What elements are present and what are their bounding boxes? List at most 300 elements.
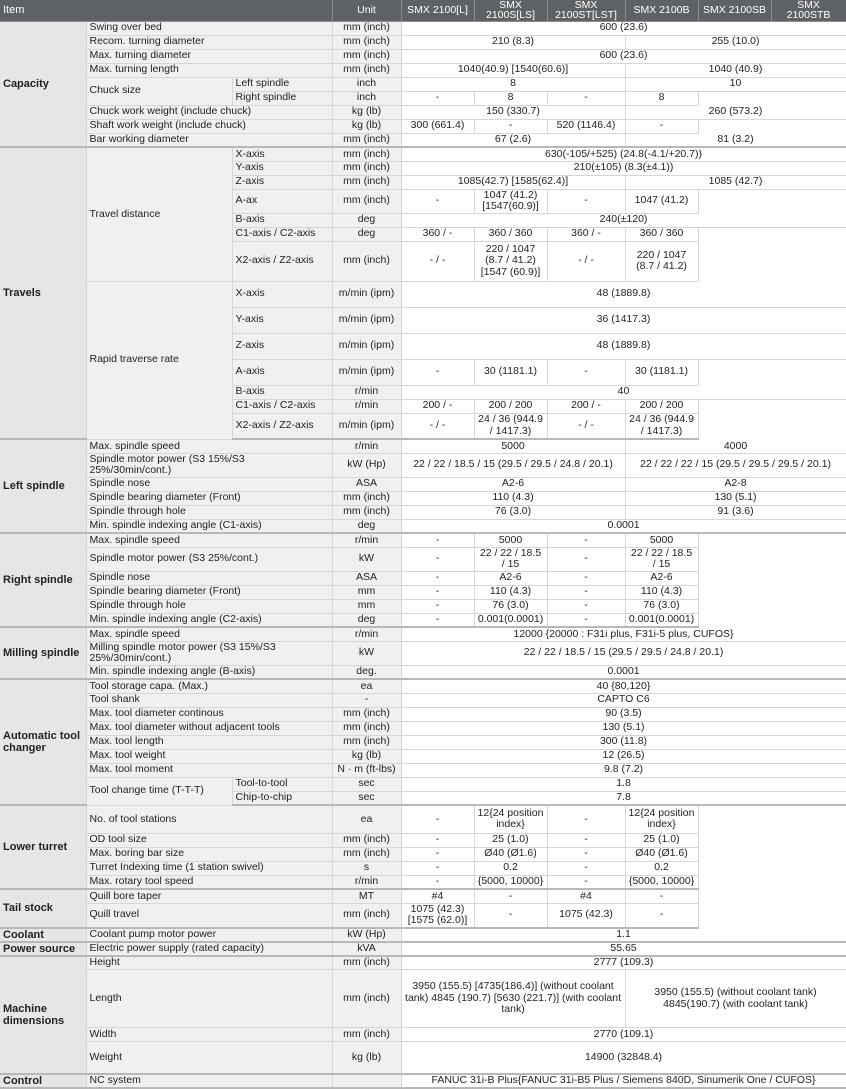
value-cell: 600 (23.6) (401, 49, 846, 63)
sub-item-label: Y-axis (232, 307, 332, 333)
value-cell: 210(±105) (8.3(±4.1)) (401, 161, 846, 175)
value-cell: 8 (474, 91, 547, 105)
unit-cell: r/min (332, 875, 401, 889)
item-label: Quill travel (86, 903, 332, 928)
unit-cell: inch (332, 77, 401, 91)
value-cell: 25 (1.0) (474, 833, 547, 847)
unit-cell: - (332, 693, 401, 707)
value-cell: - (401, 359, 474, 385)
item-label: Quill bore taper (86, 889, 332, 903)
unit-cell: kVA (332, 942, 401, 956)
value-cell: 12000 {20000 : F31i plus, F31i-5 plus, CUFOS} (401, 627, 846, 641)
value-cell: 0.001(0.0001) (625, 613, 698, 627)
unit-cell: mm (inch) (332, 505, 401, 519)
table-row (0, 105, 846, 119)
value-cell: 600 (23.6) (401, 21, 846, 35)
item-label: Max. tool diameter continous (86, 707, 332, 721)
item-label: Min. spindle indexing angle (C2-axis) (86, 613, 332, 627)
value-cell: 24 / 36 (944.9 / 1417.3) (474, 413, 547, 439)
value-cell: - (474, 903, 547, 928)
value-cell: 240(±120) (401, 213, 846, 227)
header-item: Item (0, 0, 332, 21)
item-label: Spindle bearing diameter (Front) (86, 491, 332, 505)
sub-item-label: B-axis (232, 385, 332, 399)
value-cell: 8 (625, 91, 698, 105)
unit-cell: r/min (332, 627, 401, 641)
unit-cell: r/min (332, 439, 401, 453)
value-cell: 130 (5.1) (401, 721, 846, 735)
table-row (0, 547, 846, 571)
table-row (0, 1042, 846, 1074)
value-cell: - (547, 805, 625, 833)
unit-cell: mm (inch) (332, 49, 401, 63)
table-row (0, 679, 846, 693)
table-row (0, 49, 846, 63)
value-cell: 3950 (155.5) [4735(186.4)] (without coolant tank) 4845 (190.7) [5630 (221.7)] (with coolant tank) (401, 970, 625, 1028)
item-label: Max. spindle speed (86, 533, 332, 547)
value-cell: 40 {80,120} (401, 679, 846, 693)
unit-cell: N · m (ft-lbs) (332, 763, 401, 777)
item-label: Travel distance (86, 147, 232, 281)
item-label: Milling spindle motor power (S3 15%/S3 25%/30min/cont.) (86, 641, 332, 665)
value-cell: 14900 (32848.4) (401, 1042, 846, 1074)
value-cell: 0.2 (625, 861, 698, 875)
header-model: SMX 2100STB (771, 0, 846, 21)
item-label: Electric power supply (rated capacity) (86, 942, 332, 956)
unit-cell: mm (332, 599, 401, 613)
unit-cell: mm (inch) (332, 161, 401, 175)
value-cell: 220 / 1047 (8.7 / 41.2) [1547 (60.9)] (474, 241, 547, 281)
value-cell: - (547, 847, 625, 861)
table-row (0, 119, 846, 133)
value-cell: 55.65 (401, 942, 846, 956)
item-label: Length (86, 970, 332, 1028)
category-label: Milling spindle (0, 627, 86, 679)
value-cell: - (547, 599, 625, 613)
table-row (0, 861, 846, 875)
value-cell: - / - (401, 241, 474, 281)
unit-cell: mm (inch) (332, 903, 401, 928)
unit-cell: kW (Hp) (332, 453, 401, 477)
unit-cell: mm (inch) (332, 491, 401, 505)
item-label: Weight (86, 1042, 332, 1074)
unit-cell: deg (332, 227, 401, 241)
sub-item-label: X-axis (232, 147, 332, 161)
value-cell: 150 (330.7) (401, 105, 625, 119)
unit-cell: m/min (ipm) (332, 333, 401, 359)
table-row (0, 627, 846, 641)
unit-cell: mm (inch) (332, 956, 401, 970)
value-cell: 210 (8.3) (401, 35, 625, 49)
value-cell: 4000 (625, 439, 846, 453)
item-label: Max. turning length (86, 63, 332, 77)
sub-item-label: Right spindle (232, 91, 332, 105)
unit-cell: mm (inch) (332, 35, 401, 49)
value-cell: 76 (3.0) (625, 599, 698, 613)
header-unit: Unit (332, 0, 401, 21)
value-cell: 360 / 360 (625, 227, 698, 241)
table-row (0, 942, 846, 956)
value-cell: 200 / - (401, 399, 474, 413)
unit-cell: mm (inch) (332, 147, 401, 161)
value-cell: 12{24 position index} (474, 805, 547, 833)
item-label: Max. tool weight (86, 749, 332, 763)
unit-cell: deg. (332, 665, 401, 679)
unit-cell: mm (inch) (332, 847, 401, 861)
category-label: Automatic tool changer (0, 679, 86, 805)
table-row (0, 928, 846, 942)
table-row (0, 533, 846, 547)
value-cell: A2-6 (625, 571, 698, 585)
unit-cell: MT (332, 889, 401, 903)
value-cell: 255 (10.0) (625, 35, 846, 49)
value-cell: Ø40 (Ø1.6) (625, 847, 698, 861)
unit-cell: m/min (ipm) (332, 413, 401, 439)
value-cell: {5000, 10000} (625, 875, 698, 889)
sub-item-label: B-axis (232, 213, 332, 227)
value-cell: - (547, 833, 625, 847)
table-row (0, 749, 846, 763)
value-cell: 110 (4.3) (474, 585, 547, 599)
table-row (0, 1028, 846, 1042)
table-row (0, 847, 846, 861)
value-cell: - (401, 189, 474, 213)
value-cell: 130 (5.1) (625, 491, 846, 505)
item-label: Rapid traverse rate (86, 281, 232, 439)
value-cell: 360 / 360 (474, 227, 547, 241)
sub-item-label: A-axis (232, 359, 332, 385)
value-cell: - / - (547, 413, 625, 439)
sub-item-label: C1-axis / C2-axis (232, 227, 332, 241)
unit-cell: kW (332, 547, 401, 571)
value-cell: 220 / 1047 (8.7 / 41.2) (625, 241, 698, 281)
table-row (0, 641, 846, 665)
unit-cell: kg (lb) (332, 119, 401, 133)
table-row (0, 693, 846, 707)
unit-cell (332, 1074, 401, 1088)
value-cell: - (401, 861, 474, 875)
value-cell: - (474, 119, 547, 133)
value-cell: 91 (3.6) (625, 505, 846, 519)
unit-cell: mm (inch) (332, 63, 401, 77)
value-cell: 9.8 (7.2) (401, 763, 846, 777)
unit-cell: mm (inch) (332, 133, 401, 147)
unit-cell: mm (inch) (332, 735, 401, 749)
unit-cell: mm (inch) (332, 21, 401, 35)
sub-item-label: Chip-to-chip (232, 791, 332, 805)
unit-cell: ea (332, 679, 401, 693)
value-cell: 81 (3.2) (625, 133, 846, 147)
item-label: Tool change time (T-T-T) (86, 777, 232, 805)
value-cell: 22 / 22 / 18.5 / 15 (29.5 / 29.5 / 24.8 / 20.1) (401, 641, 846, 665)
item-label: Max. spindle speed (86, 627, 332, 641)
value-cell: - (401, 875, 474, 889)
unit-cell: deg (332, 613, 401, 627)
table-row (0, 805, 846, 833)
unit-cell: mm (inch) (332, 189, 401, 213)
sub-item-label: Tool-to-tool (232, 777, 332, 791)
value-cell: - / - (547, 241, 625, 281)
item-label: Max. boring bar size (86, 847, 332, 861)
value-cell: 48 (1889.8) (401, 333, 846, 359)
value-cell: 260 (573.2) (625, 105, 846, 119)
value-cell: 40 (401, 385, 846, 399)
unit-cell: ASA (332, 477, 401, 491)
unit-cell: r/min (332, 385, 401, 399)
unit-cell: kW (332, 641, 401, 665)
item-label: Spindle through hole (86, 505, 332, 519)
unit-cell: mm (inch) (332, 241, 401, 281)
table-row (0, 777, 846, 791)
value-cell: - (547, 875, 625, 889)
value-cell: 22 / 22 / 18.5 / 15 (29.5 / 29.5 / 24.8 / 20.1) (401, 453, 625, 477)
item-label: Spindle motor power (S3 25%/cont.) (86, 547, 332, 571)
value-cell: - (401, 613, 474, 627)
unit-cell: deg (332, 213, 401, 227)
item-label: Spindle nose (86, 571, 332, 585)
value-cell: 0.0001 (401, 665, 846, 679)
table-row (0, 889, 846, 903)
item-label: Tool shank (86, 693, 332, 707)
value-cell: 200 / - (547, 399, 625, 413)
table-row (0, 147, 846, 161)
table-row (0, 453, 846, 477)
value-cell: - (625, 889, 698, 903)
value-cell: 1.1 (401, 928, 846, 942)
sub-item-label: X2-axis / Z2-axis (232, 413, 332, 439)
category-label: Machine dimensions (0, 956, 86, 1074)
sub-item-label: C1-axis / C2-axis (232, 399, 332, 413)
table-row (0, 21, 846, 35)
value-cell: - (547, 585, 625, 599)
value-cell: 300 (661.4) (401, 119, 474, 133)
value-cell: 2770 (109.1) (401, 1028, 846, 1042)
category-label: Lower turret (0, 805, 86, 889)
item-label: Spindle nose (86, 477, 332, 491)
category-label: Tail stock (0, 889, 86, 928)
value-cell: 22 / 22 / 18.5 / 15 (625, 547, 698, 571)
value-cell: - (547, 571, 625, 585)
unit-cell: kW (Hp) (332, 928, 401, 942)
value-cell: 76 (3.0) (401, 505, 625, 519)
value-cell: - (401, 847, 474, 861)
item-label: Min. spindle indexing angle (C1-axis) (86, 519, 332, 533)
unit-cell: ea (332, 805, 401, 833)
value-cell: 300 (11.8) (401, 735, 846, 749)
unit-cell: mm (inch) (332, 175, 401, 189)
value-cell: 67 (2.6) (401, 133, 625, 147)
value-cell: - (547, 359, 625, 385)
sub-item-label: Z-axis (232, 333, 332, 359)
table-row (0, 707, 846, 721)
table-row (0, 665, 846, 679)
unit-cell: ASA (332, 571, 401, 585)
unit-cell: mm (inch) (332, 721, 401, 735)
category-label: Coolant (0, 928, 86, 942)
value-cell: 520 (1146.4) (547, 119, 625, 133)
header-model: SMX 2100B (625, 0, 698, 21)
unit-cell: m/min (ipm) (332, 281, 401, 307)
header-row (0, 0, 846, 21)
table-row (0, 439, 846, 453)
value-cell: - (401, 805, 474, 833)
category-label: Capacity (0, 21, 86, 147)
value-cell: #4 (547, 889, 625, 903)
table-row (0, 35, 846, 49)
value-cell: A2-6 (474, 571, 547, 585)
unit-cell: r/min (332, 533, 401, 547)
value-cell: 110 (4.3) (625, 585, 698, 599)
value-cell: 5000 (401, 439, 625, 453)
item-label: Tool storage capa. (Max.) (86, 679, 332, 693)
item-label: Shaft work weight (include chuck) (86, 119, 332, 133)
value-cell: 1075 (42.3) [1575 (62.0)] (401, 903, 474, 928)
unit-cell: m/min (ipm) (332, 307, 401, 333)
value-cell: {5000, 10000} (474, 875, 547, 889)
table-row (0, 477, 846, 491)
header-model: SMX 2100[L] (401, 0, 474, 21)
sub-item-label: Z-axis (232, 175, 332, 189)
item-label: Chuck work weight (include chuck) (86, 105, 332, 119)
table-row (0, 903, 846, 928)
header-model: SMX 2100S[LS] (474, 0, 547, 21)
header-model: SMX 2100ST[LST] (547, 0, 625, 21)
table-row (0, 1074, 846, 1088)
value-cell: - (547, 547, 625, 571)
value-cell: 7.8 (401, 791, 846, 805)
unit-cell: inch (332, 91, 401, 105)
value-cell: A2-6 (401, 477, 625, 491)
table-row (0, 833, 846, 847)
value-cell: - (401, 833, 474, 847)
item-label: Max. spindle speed (86, 439, 332, 453)
unit-cell: kg (lb) (332, 1042, 401, 1074)
item-label: Recom. turning diameter (86, 35, 332, 49)
value-cell: 1085(42.7) [1585(62.4)] (401, 175, 625, 189)
item-label: Height (86, 956, 332, 970)
value-cell: 25 (1.0) (625, 833, 698, 847)
table-row (0, 763, 846, 777)
value-cell: 200 / 200 (625, 399, 698, 413)
item-label: Max. tool moment (86, 763, 332, 777)
value-cell: 12 (26.5) (401, 749, 846, 763)
table-row (0, 571, 846, 585)
value-cell: - (547, 861, 625, 875)
value-cell: 1.8 (401, 777, 846, 791)
header-model: SMX 2100SB (698, 0, 771, 21)
value-cell: 1085 (42.7) (625, 175, 846, 189)
unit-cell: s (332, 861, 401, 875)
unit-cell: kg (lb) (332, 749, 401, 763)
table-row (0, 491, 846, 505)
value-cell: - (401, 533, 474, 547)
value-cell: 30 (1181.1) (625, 359, 698, 385)
value-cell: 22 / 22 / 18.5 / 15 (474, 547, 547, 571)
category-label: Left spindle (0, 439, 86, 533)
value-cell: - (401, 585, 474, 599)
item-label: NC system (86, 1074, 332, 1088)
value-cell: - (401, 547, 474, 571)
value-cell: 630(-105/+525) (24.8(-4.1/+20.7)) (401, 147, 846, 161)
table-row (0, 599, 846, 613)
category-label: Power source (0, 942, 86, 956)
value-cell: #4 (401, 889, 474, 903)
value-cell: 0.2 (474, 861, 547, 875)
item-label: Spindle bearing diameter (Front) (86, 585, 332, 599)
item-label: Max. rotary tool speed (86, 875, 332, 889)
value-cell: 24 / 36 (944.9 / 1417.3) (625, 413, 698, 439)
value-cell: 22 / 22 / 22 / 15 (29.5 / 29.5 / 29.5 / 20.1) (625, 453, 846, 477)
value-cell: Ø40 (Ø1.6) (474, 847, 547, 861)
item-label: No. of tool stations (86, 805, 332, 833)
table-row (0, 77, 846, 91)
item-label: Swing over bed (86, 21, 332, 35)
value-cell: - (547, 533, 625, 547)
value-cell: - (401, 571, 474, 585)
item-label: Coolant pump motor power (86, 928, 332, 942)
unit-cell: mm (inch) (332, 970, 401, 1028)
value-cell: 360 / - (401, 227, 474, 241)
table-row (0, 505, 846, 519)
value-cell: 48 (1889.8) (401, 281, 846, 307)
value-cell: 1075 (42.3) (547, 903, 625, 928)
unit-cell: sec (332, 777, 401, 791)
value-cell: 1040 (40.9) (625, 63, 846, 77)
value-cell: 36 (1417.3) (401, 307, 846, 333)
value-cell: 1047 (41.2) [1547(60.9)] (474, 189, 547, 213)
sub-item-label: Left spindle (232, 77, 332, 91)
table-row (0, 585, 846, 599)
unit-cell: mm (inch) (332, 707, 401, 721)
unit-cell: kg (lb) (332, 105, 401, 119)
item-label: Chuck size (86, 77, 232, 105)
item-label: Max. tool diameter without adjacent tools (86, 721, 332, 735)
value-cell: 30 (1181.1) (474, 359, 547, 385)
unit-cell: mm (332, 585, 401, 599)
value-cell: 90 (3.5) (401, 707, 846, 721)
value-cell: 5000 (625, 533, 698, 547)
table-row (0, 613, 846, 627)
item-label: Max. turning diameter (86, 49, 332, 63)
item-label: OD tool size (86, 833, 332, 847)
unit-cell: m/min (ipm) (332, 359, 401, 385)
value-cell: 110 (4.3) (401, 491, 625, 505)
value-cell: - (547, 613, 625, 627)
value-cell: 10 (625, 77, 846, 91)
value-cell: - (474, 889, 547, 903)
value-cell: 2777 (109.3) (401, 956, 846, 970)
value-cell: - (401, 599, 474, 613)
table-row (0, 735, 846, 749)
sub-item-label: Y-axis (232, 161, 332, 175)
value-cell: - / - (401, 413, 474, 439)
sub-item-label: X2-axis / Z2-axis (232, 241, 332, 281)
value-cell: 1047 (41.2) (625, 189, 698, 213)
item-label: Min. spindle indexing angle (B-axis) (86, 665, 332, 679)
value-cell: 360 / - (547, 227, 625, 241)
table-row (0, 281, 846, 307)
item-label: Bar working diameter (86, 133, 332, 147)
sub-item-label: X-axis (232, 281, 332, 307)
value-cell: A2-8 (625, 477, 846, 491)
value-cell: 1040(40.9) [1540(60.6)] (401, 63, 625, 77)
value-cell: FANUC 31i-B Plus{FANUC 31i-B5 Plus / Siemens 840D, Sinumerik One / CUFOS} (401, 1074, 846, 1088)
category-label: Right spindle (0, 533, 86, 627)
value-cell: 5000 (474, 533, 547, 547)
value-cell: 200 / 200 (474, 399, 547, 413)
item-label: Max. tool length (86, 735, 332, 749)
value-cell: 0.0001 (401, 519, 846, 533)
